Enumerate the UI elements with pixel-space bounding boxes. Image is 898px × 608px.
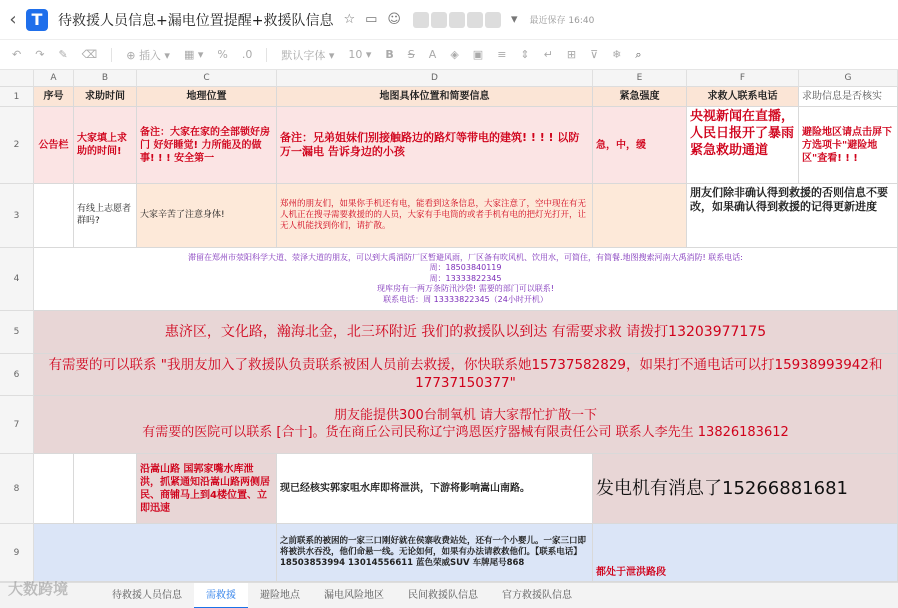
tab-official-rescue-teams[interactable]: 官方救援队信息 [502,589,572,601]
column-header-b[interactable]: B [74,70,137,87]
document-icon[interactable]: ▭ [365,12,378,27]
shelter-info-line: 滞留在郑州市荥阳科学大道、荥泽大道的朋友，可以到大禹消防厂区暂避风雨，厂区备有吹风机、饮用水，可简住，有简餐.地图搜索河南大禹消防! 联系电话: [188,253,743,263]
column-header-e[interactable]: E [593,70,687,87]
shelter-tab-hint-cell[interactable]: 避险地区请点击屏下方选项卡"避险地区"查看! ! ! [799,107,898,184]
tab-electric-risk[interactable]: 漏电风险地区 [324,589,384,601]
row9-left-cell[interactable] [34,524,277,582]
divider [111,48,112,62]
tab-needs-rescue[interactable]: 需救援 [194,583,248,608]
header-cell-map-info[interactable]: 地图具体位置和简要信息 [277,87,593,107]
urgency-levels-cell[interactable]: 急，中，缓 [593,107,687,184]
save-status: 最近保存 16:40 [529,16,595,26]
row-header-5[interactable]: 5 [0,311,34,354]
avatar[interactable] [431,12,447,28]
collaborator-avatars[interactable] [413,12,501,28]
shelter-phone-line-1: 周：18503840119 [429,263,502,273]
decimal-icon[interactable]: .0 [241,48,253,61]
column-header-a[interactable]: A [34,70,74,87]
align-left-icon[interactable]: ≡ [497,48,507,61]
sandbag-info-line: 现库房有一两万条防汛沙袋! 需要的部门可以联系! [377,284,554,294]
oxygen-line-2: 有需要的医院可以联系 [合十]。货在商丘公司民称辽宁鸿恩医疗器械有限责任公司 联系人李先生 13826183612 [142,424,789,440]
row-header-6[interactable]: 6 [0,354,34,396]
star-icon[interactable]: ☆ [343,12,356,27]
row3-index-cell[interactable] [34,184,74,248]
row-header-1[interactable]: 1 [0,87,34,107]
fill-color-icon[interactable]: ◈ [450,48,459,61]
font-value: 默认字体 [281,48,326,62]
tab-pending-rescue[interactable]: 待救援人员信息 [112,589,182,601]
insert-menu[interactable]: ⊕ 插入 ▾ [126,48,170,62]
generator-contact-cell[interactable]: 发电机有消息了15266881681 [593,454,898,524]
contact-24h-line: 联系电话：周 13333822345（24小时开机） [383,294,548,304]
header-cell-time[interactable]: 求助时间 [74,87,137,107]
collaborator-icon[interactable]: ☺ [387,12,401,27]
insert-label: 插入 [138,48,161,62]
title-bar [0,0,898,40]
safety-note-cell[interactable]: 备注：大家在家的全部锁好房门 好好睡觉! 力所能及的做事! ! ! 安全第一 [137,107,277,184]
dayu-fire-shelter-cell[interactable] [34,248,898,311]
avatar[interactable] [485,12,501,28]
row-header-7[interactable]: 7 [0,396,34,454]
font-color-icon[interactable]: A [428,48,437,61]
row-header-2[interactable]: 2 [0,107,34,184]
notice-board-cell[interactable]: 公告栏 [34,107,74,184]
oxygen-line-1: 朋友能提供300台制氧机 请大家帮忙扩散一下 [334,407,597,423]
font-size-value: 10 [348,48,363,61]
discharge-route-cell[interactable]: 都处于泄洪路段 [593,524,898,582]
tab-shelter-locations[interactable]: 避险地点 [260,589,300,601]
column-header-c[interactable]: C [137,70,277,87]
bold-icon[interactable]: B [385,48,394,61]
corner-cell[interactable] [0,70,34,87]
avatar[interactable] [413,12,429,28]
chevron-down-icon[interactable]: ▾ [510,12,518,27]
row3-urgency-cell[interactable] [593,184,687,248]
format-painter-icon[interactable]: ✎ [58,48,68,61]
fill-time-note-cell[interactable]: 大家填上求助的时间! [74,107,137,184]
filter-icon[interactable]: ⊽ [590,48,599,61]
friend-rescue-contact-cell[interactable]: 有需要的可以联系 "我朋友加入了救援队负责联系被困人员前去救援，你快联系她15737582829，如果打不通电话可以打15938993942和17737150377" [34,354,898,396]
wrap-icon[interactable]: ↵ [543,48,553,61]
rescue-team-arrived-cell[interactable]: 惠济区，文化路，瀚海北金，北三环附近 我们的救援队以到达 有需要求救 请拨打13203977175 [34,311,898,354]
align-vertical-icon[interactable]: ⇕ [520,48,530,61]
avatar[interactable] [467,12,483,28]
toolbar [0,40,898,70]
reservoir-discharge-cell[interactable]: 现已经核实郭家咀水库即将泄洪，下游将影响嵩山南路。 [277,454,593,524]
document-title[interactable]: 待救援人员信息+漏电位置提醒+救援队信息 [58,12,334,29]
merge-icon[interactable]: ⊞ [566,48,577,61]
font-size-select[interactable]: 10 ▾ [348,48,372,61]
row-header-4[interactable]: 4 [0,248,34,311]
column-header-d[interactable]: D [277,70,593,87]
volunteer-group-cell[interactable]: 有线上志愿者群吗? [74,184,137,248]
row-header-9[interactable]: 9 [0,524,34,582]
back-chevron-icon[interactable]: ‹ [9,9,17,30]
font-select[interactable]: 默认字体 ▾ [281,48,335,62]
watermark: 大数跨境 [8,580,69,598]
take-care-cell[interactable]: 大家辛苦了注意身体! [137,184,277,248]
row8-index-cell[interactable] [34,454,74,524]
strikethrough-icon[interactable]: S [407,48,415,61]
percent-icon[interactable]: % [217,48,228,61]
sheet-tab-bar [0,582,898,608]
header-cell-phone[interactable]: 求救人联系电话 [687,87,799,107]
cctv-live-cell[interactable]: 央视新闻在直播，人民日报开了暴雨紧急救助通道 [687,107,799,184]
songshan-road-flood-cell[interactable]: 沿嵩山路 国郭家嘴水库泄洪，抓紧通知沿嵩山路两侧居民、商铺马上到4楼位置、立即迅速 [137,454,277,524]
freeze-icon[interactable]: ❄ [612,48,622,61]
row8-time-cell[interactable] [74,454,137,524]
row-header-3[interactable]: 3 [0,184,34,248]
oxygen-machine-cell[interactable] [34,396,898,454]
app-logo-icon: T [26,9,48,31]
drone-search-notice-cell[interactable]: 郑州的朋友们，如果你手机还有电，能看到这条信息，大家注意了，空中现在有无人机正在搜寻需要救援的的人员，大家有手电筒的或者手机有电的把灯光打开，让无人机能找到你们，请扩散。 [277,184,593,248]
column-header-f[interactable]: F [687,70,799,87]
avatar[interactable] [449,12,465,28]
update-progress-note-cell[interactable]: 朋友们除非确认得到救援的否则信息不要改，如果确认得到救援的记得更新进度 [687,184,898,248]
borders-icon[interactable]: ▣ [472,48,484,61]
redo-icon[interactable]: ↷ [35,48,45,61]
clear-format-icon[interactable]: ⌫ [81,48,98,61]
column-header-g[interactable]: G [799,70,898,87]
header-cell-location[interactable]: 地理位置 [137,87,277,107]
header-cell-verified[interactable]: 求助信息是否核实 [799,87,898,107]
spreadsheet-grid[interactable] [0,70,898,582]
header-cell-index[interactable]: 序号 [34,87,74,107]
divider [266,48,267,62]
tab-civil-rescue-teams[interactable]: 民间救援队信息 [408,589,478,601]
header-cell-urgency[interactable]: 紧急强度 [593,87,687,107]
search-icon[interactable]: ⌕ [635,47,642,61]
electric-warning-cell[interactable]: 备注：兄弟姐妹们别接触路边的路灯等带电的建筑! ! ! ! 以防万一漏电 告诉身边的小孩 [277,107,593,184]
family-trapped-cell[interactable]: 之前联系的被困的一家三口刚好就在侯寨收费站处，还有一个小婴儿。一家三口即将被洪水吞没，他们命悬一线。无论如何，如果有办法请救救他们。【联系电话】 18503853994 13014556611 蓝色荣威SUV 车牌尾号868 [277,524,593,582]
undo-icon[interactable]: ↶ [12,48,22,61]
shelter-phone-line-2: 周：13333822345 [429,273,502,283]
table-icon[interactable]: ▦ ▾ [183,48,204,61]
row-header-8[interactable]: 8 [0,454,34,524]
